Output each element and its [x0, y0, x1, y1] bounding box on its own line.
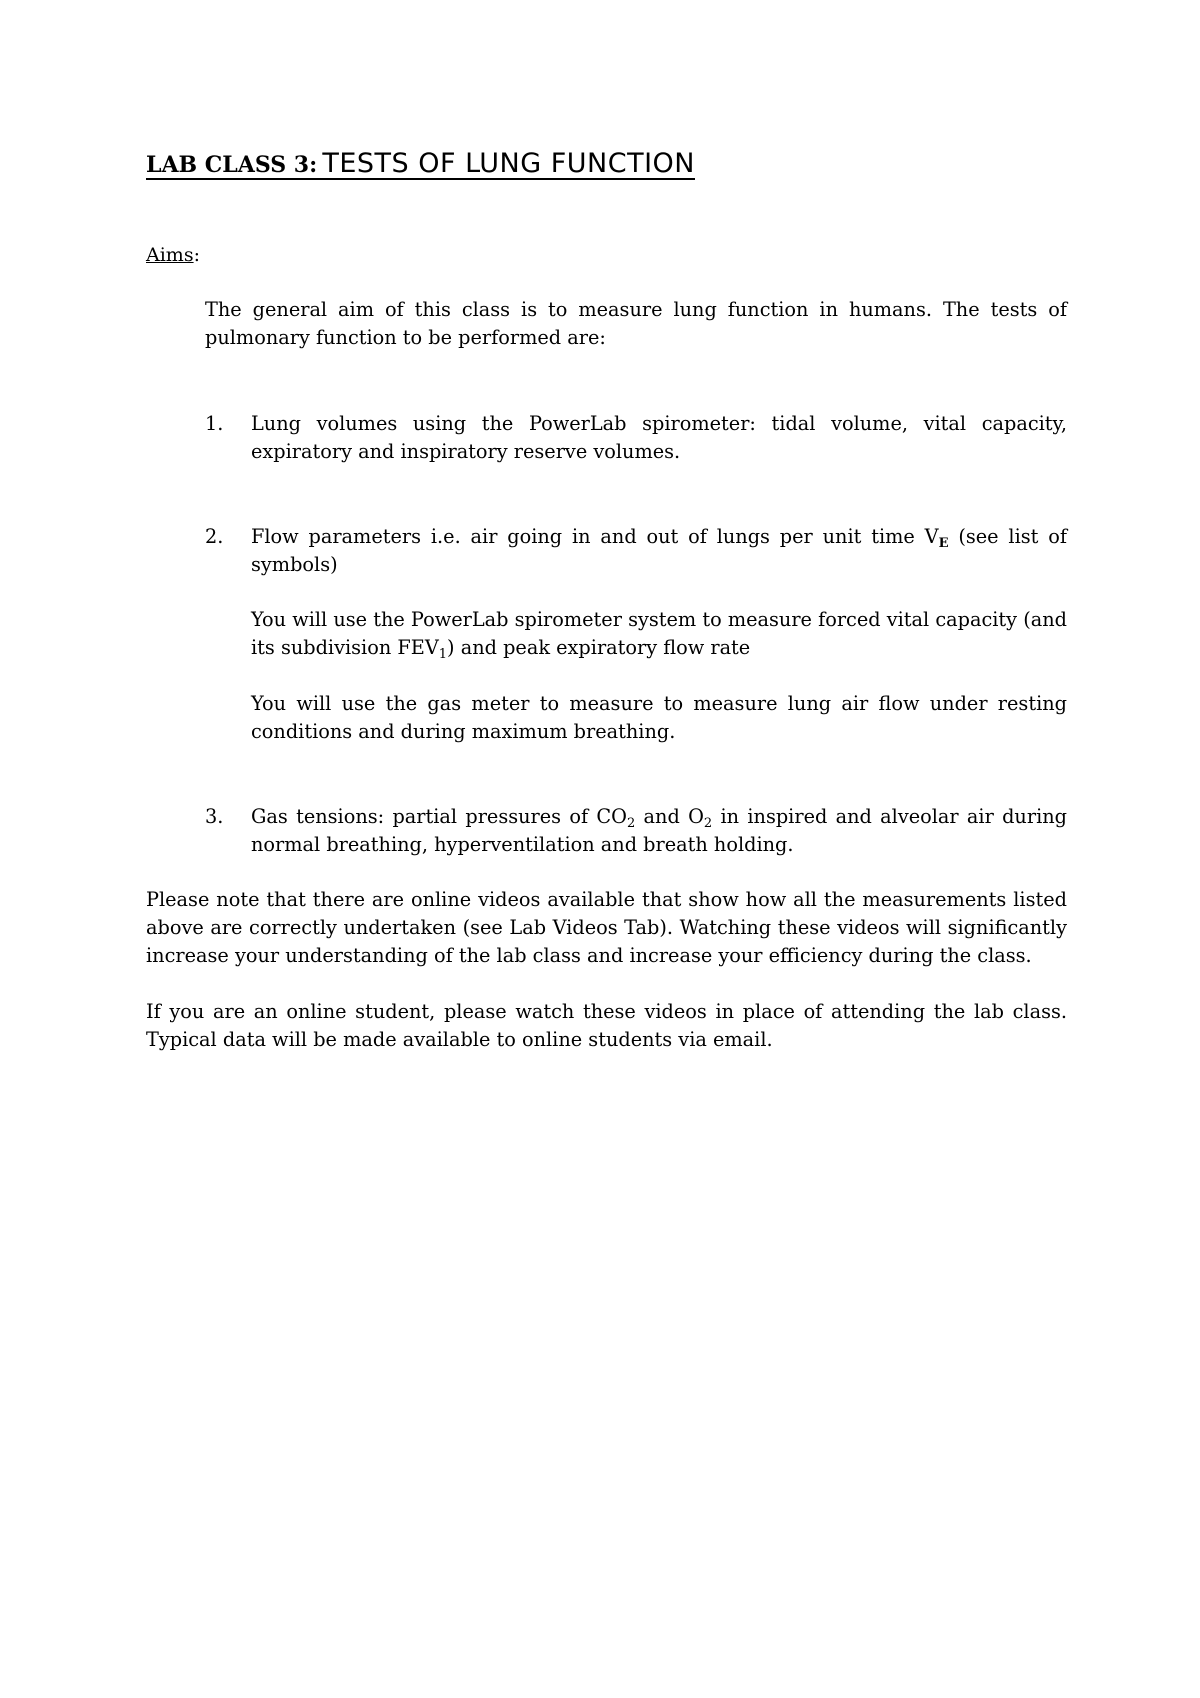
- list-item-2-text-after: (see list of symbols): [251, 525, 1067, 576]
- subpara-1-before: You will use the PowerLab spirometer system to measure forced vital capacity (and its subdivision FEV: [251, 608, 1067, 659]
- title-prefix: LAB CLASS 3:: [146, 152, 318, 178]
- o2-subscript: 2: [703, 816, 713, 831]
- list-item-3-text-c: in inspired and alveolar air during normal breathing, hyperventilation and breath holding.: [251, 805, 1067, 856]
- aims-colon: :: [193, 244, 200, 266]
- ve-subscript: E: [938, 536, 949, 551]
- list-item-3: [251, 803, 1067, 859]
- aims-label-text: Aims: [146, 244, 194, 266]
- list-item-2-text-before: Flow parameters i.e. air going in and out of lungs per unit time V: [251, 525, 939, 548]
- co2-subscript: 2: [626, 816, 636, 831]
- online-student-paragraph: If you are an online student, please watch these videos in place of attending the lab class. Typical data will be made available to online students via email.: [146, 1000, 1067, 1051]
- list-number-1: 1.: [205, 412, 224, 435]
- list-item-2-subparagraph-1: [251, 606, 1067, 662]
- page-title: [146, 150, 695, 180]
- list-item-2-subparagraph-2: You will use the gas meter to measure to measure lung air flow under resting conditions and during maximum breathing.: [251, 692, 1067, 743]
- list-item-2: [251, 523, 1067, 579]
- list-item-3-text-a: Gas tensions: partial pressures of CO: [251, 805, 627, 828]
- intro-paragraph: The general aim of this class is to measure lung function in humans. The tests of pulmonary function to be performed are:: [205, 298, 1067, 349]
- list-item-1: Lung volumes using the PowerLab spirometer: tidal volume, vital capacity, expiratory and inspiratory reserve volumes.: [251, 412, 1067, 463]
- fev-subscript: 1: [438, 647, 448, 662]
- list-number-3: 3.: [205, 805, 224, 828]
- title-main: TESTS OF LUNG FUNCTION: [322, 148, 696, 179]
- videos-note-paragraph: Please note that there are online videos available that show how all the measurements listed above are correctly undertaken (see Lab Videos Tab). Watching these videos will significantly increase your understanding of the lab class and increase your efficiency during the class.: [146, 888, 1067, 967]
- list-item-3-text-b: and O: [635, 805, 704, 828]
- aims-heading: [146, 244, 200, 267]
- list-number-2: 2.: [205, 525, 224, 548]
- subpara-1-after: ) and peak expiratory flow rate: [447, 636, 751, 659]
